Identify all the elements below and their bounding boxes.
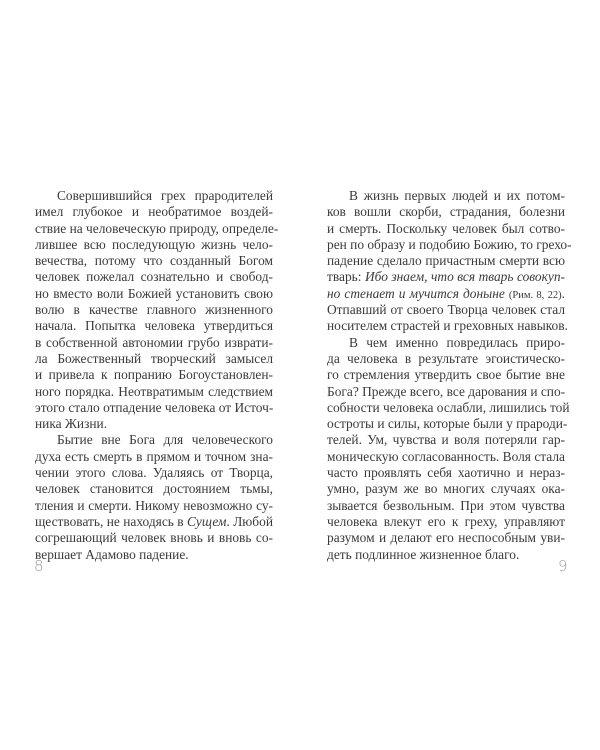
text-line: имел глубокое и необратимое воздей- — [35, 204, 273, 220]
text-segment: ществовать, не находясь в — [35, 513, 187, 529]
text-line: и привела к попранию Богоустановлен- — [35, 367, 273, 383]
text-line: тления и смерти. Никому невозможно су- — [35, 497, 273, 513]
right-page-text — [327, 188, 572, 563]
text-line: начала. Попытка человека утвердиться — [35, 318, 273, 334]
paragraph — [35, 188, 279, 432]
text-line: зывается безвольным. При этом чувства — [327, 497, 565, 513]
text-line: В чем именно повредилась приро- — [349, 334, 565, 350]
text-line — [327, 269, 565, 285]
text-line: ника Жизни. — [35, 416, 108, 432]
text-line: моническую согласованность. Воля стала — [327, 448, 565, 464]
text-line: в собственной автономии грубо изврати- — [35, 334, 273, 350]
italic-quote: Сущем — [187, 513, 227, 529]
left-page-text — [35, 188, 279, 563]
text-line: согрешающий человек вновь и вновь со- — [35, 530, 273, 546]
paragraph — [327, 334, 570, 563]
paragraph — [35, 432, 273, 562]
text-line: Бога? Прежде всего, все дарования и спо- — [327, 383, 566, 399]
text-line: чении этого слова. Удаляясь от Творца, — [35, 465, 273, 481]
text-line: рен по образу и подобию Божию, то грехо- — [327, 236, 572, 252]
text-line: собности человека ослабли, лишились той — [327, 399, 570, 415]
text-line: этого стало отпадение человека от Источ- — [35, 399, 274, 415]
text-line — [327, 286, 565, 302]
text-line: вершает Адамово падение. — [35, 546, 189, 562]
text-line: падение сделало причастным смерти всю — [327, 253, 565, 269]
text-line: лившее всю последующую жизнь чело- — [35, 236, 273, 252]
page-number-right: 9 — [558, 557, 568, 575]
text-line: вечества, потому что созданный Богом — [35, 253, 273, 269]
text-line: деть подлинное жизненное благо. — [327, 546, 520, 562]
text-line: го стремления утвердить свое бытие вне — [327, 367, 565, 383]
text-segment: тварь: — [327, 269, 365, 285]
text-line: человека влекут его к греху, управляют — [327, 513, 565, 529]
text-line: ков вошли скорби, страдания, болезни — [327, 204, 565, 220]
text-line: ного порядка. Неотвратимым следствием — [35, 383, 273, 399]
paragraph — [327, 188, 572, 335]
text-line: остроты и силы, которые были у прароди- — [327, 416, 568, 432]
text-line: человек пожелал сознательно и свобод- — [35, 269, 273, 285]
text-line: носителем страстей и греховных навыков. — [327, 318, 568, 334]
page-number-left: 8 — [34, 557, 44, 575]
text-line: часто проявлять себя хаотично и нераз- — [327, 465, 565, 481]
text-line: Бытие вне Бога для человеческого — [57, 432, 273, 448]
scripture-reference: (Рим. 8, 22) — [508, 289, 562, 301]
text-line: но вместо воли Божией установить свою — [35, 285, 273, 301]
text-line: да человека в результате эгоистическо- — [327, 350, 565, 366]
text-line: Совершившийся грех прародителей — [57, 188, 273, 203]
italic-quote: но стенает и мучится доныне — [327, 285, 505, 301]
text-line: волю в качестве главного жизненного — [35, 302, 273, 318]
text-line: ствие на человеческую природу, определе- — [35, 220, 279, 236]
text-line — [35, 514, 273, 530]
text-line: духа есть смерть в прямом и точном зна- — [35, 448, 273, 464]
text-segment: . — [561, 285, 565, 301]
text-line: разумом и делают его неспособным уви- — [327, 530, 565, 546]
text-line: телей. Ум, чувства и воля потеряли гар- — [327, 432, 565, 448]
text-line: и смерть. Поскольку человек был сотво- — [327, 220, 565, 236]
text-segment: . Любой — [226, 513, 273, 529]
text-line: ла Божественный творческий замысел — [35, 350, 273, 366]
text-line: Отпавший от своего Творца человек стал — [327, 302, 565, 318]
text-line: умно, разум же во многих случаях ока- — [327, 481, 565, 497]
text-line: В жизнь первых людей и их потом- — [349, 188, 565, 203]
italic-quote: Ибо знаем, что вся тварь совокуп- — [364, 269, 565, 285]
text-line: человек становится достоянием тьмы, — [35, 481, 273, 497]
